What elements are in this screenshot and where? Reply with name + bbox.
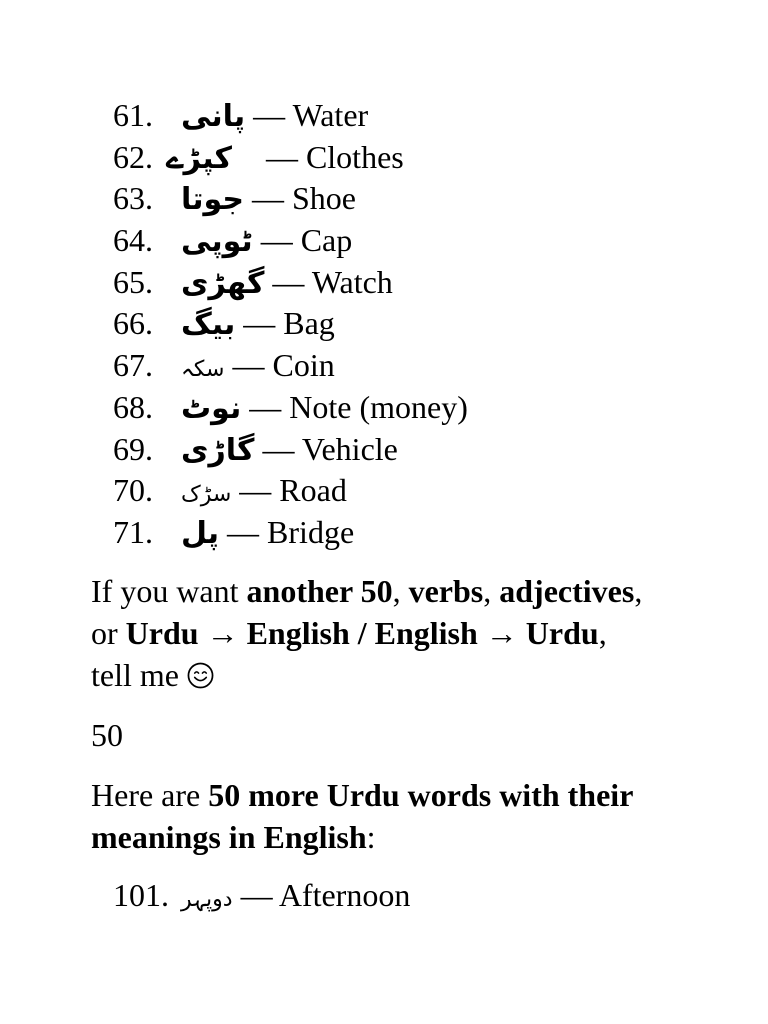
item-number: 101.	[113, 877, 169, 913]
item-number: 71.	[113, 513, 153, 550]
english-meaning: Road	[279, 472, 347, 509]
list-item	[113, 429, 468, 471]
item-number: 61.	[113, 97, 153, 133]
offer-paragraph	[91, 570, 651, 696]
text-span: If you want	[91, 573, 247, 609]
bold-text: verbs	[408, 573, 484, 609]
vocabulary-list	[113, 95, 468, 554]
text-span: , tell me	[91, 615, 607, 693]
urdu-word: نوٹ	[181, 390, 242, 426]
item-number: 69.	[113, 430, 153, 467]
smiling-face-icon	[187, 662, 214, 689]
urdu-word: سڑک	[181, 482, 232, 508]
user-message: 50	[91, 717, 123, 753]
urdu-word: پل	[181, 515, 220, 551]
item-number: 67.	[113, 347, 153, 384]
list-item	[113, 387, 468, 429]
list-item	[113, 137, 468, 179]
urdu-word: ٹوپی	[181, 224, 253, 260]
urdu-word: بیگ	[181, 307, 236, 343]
english-meaning: Bag	[283, 305, 335, 342]
item-number: 68.	[113, 388, 153, 425]
list-item	[113, 95, 468, 137]
english-meaning: Coin	[272, 347, 335, 384]
urdu-word: جوتا	[181, 182, 244, 218]
english-meaning: Shoe	[291, 180, 356, 217]
bold-text: adjectives	[499, 573, 635, 609]
dash: —	[262, 430, 295, 467]
item-number: 66.	[113, 305, 153, 342]
list-item	[113, 303, 468, 345]
urdu-word: گھڑی	[181, 265, 265, 301]
item-number: 63.	[113, 180, 153, 217]
dash: —	[227, 513, 260, 550]
english-meaning: Vehicle	[301, 430, 398, 467]
list-item	[113, 220, 468, 262]
list-item	[113, 875, 410, 917]
bold-text: Urdu → English / English → Urdu	[125, 615, 599, 651]
english-meaning: Cap	[300, 222, 353, 259]
dash: —	[260, 222, 293, 259]
list-item	[113, 470, 468, 512]
item-number: 62.	[113, 138, 153, 175]
english-meaning: Clothes	[305, 138, 404, 175]
bold-text: another 50	[246, 573, 393, 609]
text-span: ,	[392, 573, 409, 609]
dash: —	[249, 388, 282, 425]
list-item	[113, 262, 468, 304]
urdu-word: کپڑے	[166, 140, 232, 176]
english-meaning: Water	[292, 97, 369, 133]
dash: —	[240, 877, 273, 913]
dash: —	[251, 180, 284, 217]
text-span: , or	[91, 573, 643, 651]
dash: —	[253, 97, 286, 133]
list-item	[113, 345, 468, 387]
item-number: 65.	[113, 263, 153, 300]
text-span: ,	[483, 573, 500, 609]
text-span: Here are	[91, 777, 209, 813]
urdu-word: سکہ	[181, 357, 225, 383]
english-meaning: Bridge	[267, 513, 355, 550]
item-number: 70.	[113, 472, 153, 509]
english-meaning: Note (money)	[289, 388, 468, 425]
dash: —	[272, 263, 305, 300]
dash: —	[232, 347, 265, 384]
dash: —	[243, 305, 276, 342]
vocabulary-list-next	[113, 875, 410, 917]
bold-text: 50 more Urdu words with their meanings in English	[91, 777, 633, 855]
reply-intro	[91, 774, 651, 858]
list-item	[113, 178, 468, 220]
text-span: :	[366, 819, 376, 855]
urdu-word: دوپہر	[181, 887, 233, 912]
english-meaning: Watch	[311, 263, 393, 300]
english-meaning: Afternoon	[278, 877, 411, 913]
dash: —	[239, 472, 272, 509]
urdu-word: گاڑی	[181, 432, 255, 468]
urdu-word: پانی	[181, 99, 246, 134]
list-item	[113, 512, 468, 554]
item-number: 64.	[113, 222, 153, 259]
dash: —	[265, 138, 298, 175]
